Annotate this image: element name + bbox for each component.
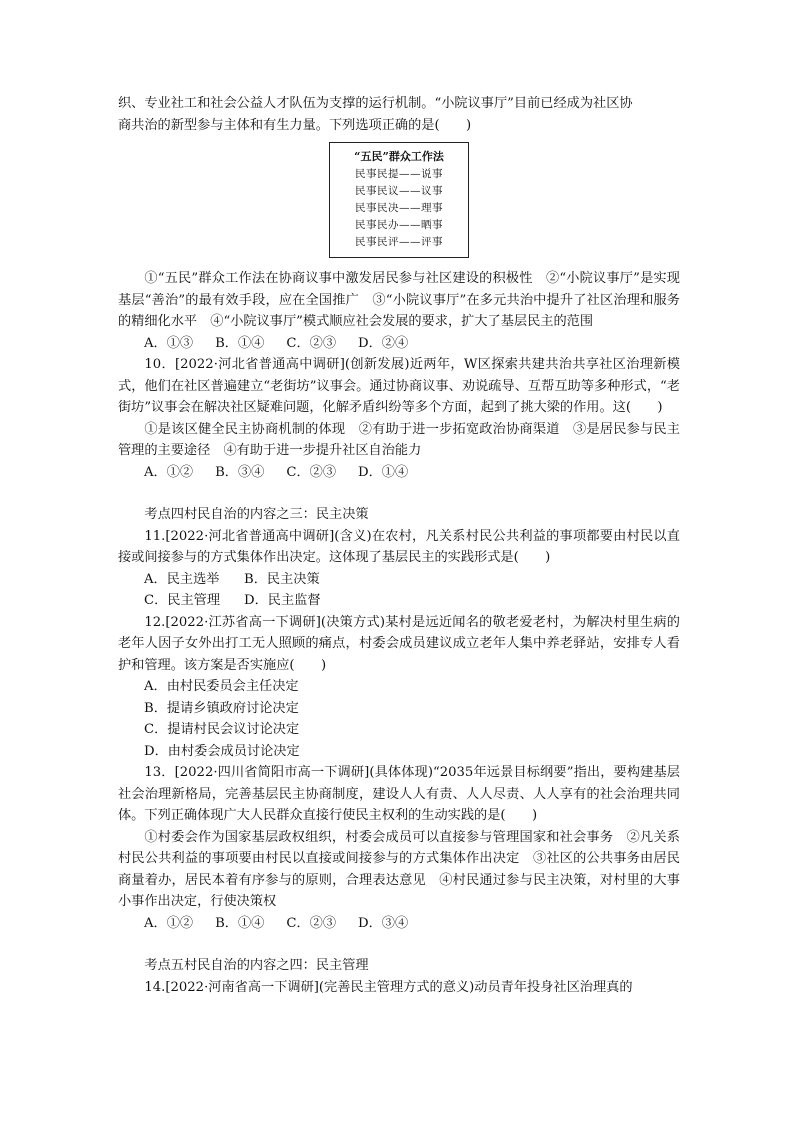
option-b: B．①④ <box>215 335 265 351</box>
option-b: B．①④ <box>215 915 265 931</box>
box-row: 民事民办——晒事 <box>355 219 443 231</box>
option-b: B．③④ <box>215 464 265 480</box>
q14-stem: 14.[2022·河南省高一下调研](完善民主管理方式的意义)动员青年投身社区治理真的 <box>144 979 633 995</box>
q11-options-row-2 <box>118 590 680 612</box>
option-a: A．由村民委员会主任决定 <box>144 679 299 694</box>
option-a: A．民主选举 <box>144 571 220 587</box>
intro-line-1: 织、专业社工和社会公益人才队伍为支撑的运行机制。“小院议事厅”目前已经成为社区协 <box>118 96 633 111</box>
option-a: A．①② <box>144 464 194 480</box>
q9-statements: ①“五民”群众工作法在协商议事中激发居民参与社区建设的积极性 ②“小院议事厅”是实现基层“善治”的最有效手段，应在全国推广 ③“小院议事厅”在多元共治中提升了社区治理和服务的精细化水平 ④“小院议事厅”模式顺应社会发展的要求，扩大了基层民主的范围 <box>118 271 680 329</box>
box-row: 民事民提——说事 <box>355 168 443 180</box>
q13-statements: ①村委会作为国家基层政权组织，村委会成员可以直接参与管理国家和社会事务 ②凡关系村民公共利益的事项要由村民以直接或间接参与的方式集体作出决定 ③社区的公共事务由居民商量着办，居民本着有序参与的原则，合理表达意见 ④村民通过参与民主决策，对村里的大事小事作出决定，行使决策权 <box>118 829 680 909</box>
option-c: C．提请村民会议讨论决定 <box>144 722 300 737</box>
option-c: C．民主管理 <box>144 593 221 608</box>
q10-options <box>118 462 680 484</box>
q11-options-row-1 <box>118 569 680 591</box>
q9-options <box>118 333 680 355</box>
box-row: 民事民议——议事 <box>355 185 443 197</box>
q13-stem: 13．[2022·四川省简阳市高一下调研](具体体现)“2035年远景目标纲要”指出，要构建基层社会治理新格局，完善基层民主协商制度，建设人人有责、人人尽责、人人享有的社会治理共同体。下列正确体现广大人民群众直接行使民主权利的生动实践的是( ) <box>118 765 680 823</box>
option-c: C．②③ <box>286 915 337 931</box>
option-d: D．②④ <box>358 335 409 351</box>
option-b: B．民主决策 <box>244 571 320 587</box>
q12-stem: 12.[2022·江苏省高一下调研](决策方式)某村是远近闻名的敬老爱老村，为解决村里生病的老年人因子女外出打工无人照顾的痛点，村委会成员建议成立老年人集中养老驿站，安排专人看护和管理。该方案是否实施应( ) <box>118 614 680 673</box>
box-row: 民事民评——评事 <box>355 236 443 248</box>
section-4-title: 考点四村民自治的内容之三：民主决策 <box>144 507 369 522</box>
five-min-work-method-box <box>329 142 469 258</box>
option-d: D．由村委会成员讨论决定 <box>144 743 300 759</box>
option-a: A．①② <box>144 915 194 931</box>
intro-line-2: 商共治的新型参与主体和有生力量。下列选项正确的是( ) <box>118 117 472 133</box>
box-title: “五民”群众工作法 <box>354 150 444 163</box>
option-c: C．②③ <box>286 335 337 351</box>
q10-stem: 10．[2022·河北省普通高中调研](创新发展)近两年，W区探索共建共治共享社区治理新模式，他们在社区普遍建立“老街坊”议事会。通过协商议事、劝说疏导、互帮互助等多种形式，“老街坊”议事会在解决社区疑难问题，化解矛盾纠纷等多个方面，起到了挑大梁的作用。这( ) <box>118 357 680 415</box>
document-page <box>118 93 680 998</box>
q10-statements: ①是该区健全民主协商机制的体现 ②有助于进一步拓宽政治协商渠道 ③是居民参与民主管理的主要途径 ④有助于进一步提升社区自治能力 <box>118 421 680 458</box>
q11-stem: 11.[2022·河北省普通高中调研](含义)在农村，凡关系村民公共利益的事项都要由村民以直接或间接参与的方式集体作出决定。这体现了基层民主的实践形式是( ) <box>118 528 680 565</box>
option-d: D．③④ <box>358 915 409 931</box>
section-5-title: 考点五村民自治的内容之四：民主管理 <box>144 958 369 973</box>
option-a: A．①③ <box>144 335 194 351</box>
option-b: B．提请乡镇政府讨论决定 <box>144 700 299 716</box>
box-row: 民事民决——理事 <box>355 202 443 214</box>
option-d: D．民主监督 <box>244 593 321 608</box>
q13-options <box>118 913 680 935</box>
option-c: C．②③ <box>286 464 337 480</box>
option-d: D．①④ <box>358 464 409 480</box>
